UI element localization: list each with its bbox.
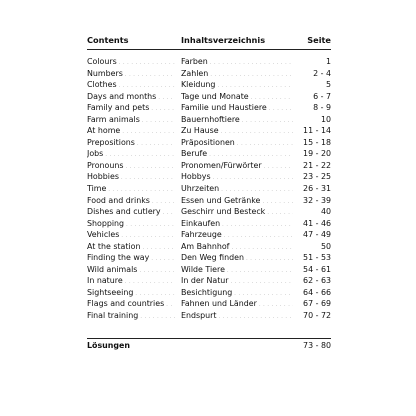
toc-entry-english: Dishes and cutlery . . . bbox=[87, 206, 175, 220]
toc-entry-german: Berufe . . . bbox=[181, 148, 293, 162]
solutions-label: Lösungen bbox=[87, 341, 130, 350]
toc-row bbox=[87, 114, 331, 126]
toc-entry-page: 32 - 39 bbox=[303, 195, 331, 205]
toc-row bbox=[87, 137, 331, 149]
toc-row bbox=[87, 102, 331, 114]
toc-entry-page: 47 - 49 bbox=[303, 230, 331, 240]
header-seite: Seite bbox=[307, 35, 331, 45]
toc-entry-english: Numbers . . . bbox=[87, 68, 175, 82]
toc-entry-german: Zahlen . . . bbox=[181, 68, 293, 82]
toc-entry-page: 6 - 7 bbox=[313, 91, 331, 101]
header-inhaltsverzeichnis: Inhaltsverzeichnis bbox=[181, 35, 266, 45]
toc-row bbox=[87, 56, 331, 68]
toc-row bbox=[87, 183, 331, 195]
toc-row bbox=[87, 252, 331, 264]
toc-entry-english: Hobbies . . . bbox=[87, 171, 175, 185]
toc-row bbox=[87, 125, 331, 137]
toc-entry-page: 11 - 14 bbox=[303, 126, 331, 136]
toc-entry-german: Präpositionen . . . bbox=[181, 137, 293, 151]
toc-entry-english: Vehicles . . . bbox=[87, 229, 175, 243]
toc-entry-page: 70 - 72 bbox=[303, 311, 331, 321]
toc-entry-page: 8 - 9 bbox=[313, 103, 331, 113]
toc-row bbox=[87, 171, 331, 183]
toc-entry-english: In nature . . . bbox=[87, 275, 175, 289]
toc-entry-page: 2 - 4 bbox=[313, 68, 331, 78]
toc-entry-page: 19 - 20 bbox=[303, 149, 331, 159]
toc-entry-german: Zu Hause . . . bbox=[181, 125, 293, 139]
footer-divider bbox=[87, 338, 331, 339]
toc-entry-german: Am Bahnhof . . . bbox=[181, 241, 293, 255]
toc-entry-page: 10 bbox=[320, 114, 331, 124]
toc-entry-english: Shopping . . . bbox=[87, 218, 175, 232]
toc-entry-english: Finding the way . . . bbox=[87, 252, 175, 266]
solutions-page: 73 - 80 bbox=[303, 341, 331, 350]
toc-entry-page: 41 - 46 bbox=[303, 218, 331, 228]
toc-entry-german: Endspurt . . . bbox=[181, 310, 293, 324]
toc-entry-german: Kleidung . . . bbox=[181, 79, 293, 93]
toc-row bbox=[87, 160, 331, 172]
toc-entry-german: Uhrzeiten . . . bbox=[181, 183, 293, 197]
toc-row bbox=[87, 275, 331, 287]
toc-entry-english: Days and months . . . bbox=[87, 91, 175, 105]
toc-entry-english: Final training . . . bbox=[87, 310, 175, 324]
toc-row bbox=[87, 241, 331, 253]
toc-entry-page: 21 - 22 bbox=[303, 160, 331, 170]
toc-entry-german: Geschirr und Besteck . . . bbox=[181, 206, 293, 220]
toc-entry-english: Clothes . . . bbox=[87, 79, 175, 93]
toc-entry-german: Farben . . . bbox=[181, 56, 293, 70]
toc-entry-english: Food and drinks . . . bbox=[87, 195, 175, 209]
toc-entry-page: 26 - 31 bbox=[303, 184, 331, 194]
toc-entry-page: 5 bbox=[325, 80, 331, 90]
toc-entry-page: 51 - 53 bbox=[303, 253, 331, 263]
toc-entry-english: Wild animals . . . bbox=[87, 264, 175, 278]
toc-entry-english: Jobs . . . bbox=[87, 148, 175, 162]
toc-row bbox=[87, 310, 331, 322]
toc-entry-german: Essen und Getränke . . . bbox=[181, 195, 293, 209]
toc-entry-english: At home . . . bbox=[87, 125, 175, 139]
toc-entry-german: Tage und Monate . . . bbox=[181, 91, 293, 105]
toc-row bbox=[87, 195, 331, 207]
header-divider bbox=[87, 49, 331, 50]
toc-row bbox=[87, 264, 331, 276]
toc-row bbox=[87, 298, 331, 310]
toc-entry-german: In der Natur . . . bbox=[181, 275, 293, 289]
toc-entry-page: 67 - 69 bbox=[303, 299, 331, 309]
toc-entry-german: Den Weg finden . . . bbox=[181, 252, 293, 266]
toc-row bbox=[87, 79, 331, 91]
toc-entry-english: Farm animals . . . bbox=[87, 114, 175, 128]
toc-entry-page: 1 bbox=[325, 57, 331, 66]
toc-entry-page: 40 bbox=[320, 207, 331, 217]
toc-entry-english: Sightseeing . . . bbox=[87, 287, 175, 301]
toc-entry-english: Family and pets . . . bbox=[87, 102, 175, 116]
toc-entry-english: Flags and countries . . . bbox=[87, 298, 175, 312]
solutions-row bbox=[87, 340, 331, 352]
toc-row bbox=[87, 68, 331, 80]
toc-entry-german: Besichtigung . . . bbox=[181, 287, 293, 301]
toc-entry-german: Familie und Haustiere . . . bbox=[181, 102, 293, 116]
toc-entry-german: Pronomen/Fürwörter . . . bbox=[181, 160, 293, 174]
toc-entry-page: 64 - 66 bbox=[303, 287, 331, 297]
toc-entry-page: 15 - 18 bbox=[303, 137, 331, 147]
toc-entry-english: Prepositions . . . bbox=[87, 137, 175, 151]
toc-entry-english: Pronouns . . . bbox=[87, 160, 175, 174]
toc-row bbox=[87, 148, 331, 160]
toc-row bbox=[87, 91, 331, 103]
toc-list bbox=[87, 56, 331, 322]
toc-row bbox=[87, 287, 331, 299]
toc-entry-german: Bauernhoftiere . . . bbox=[181, 114, 293, 128]
toc-entry-english: Colours . . . bbox=[87, 56, 175, 70]
toc-entry-german: Wilde Tiere . . . bbox=[181, 264, 293, 278]
toc-entry-english: Time . . . bbox=[87, 183, 175, 197]
toc-entry-german: Hobbys . . . bbox=[181, 171, 293, 185]
toc-row bbox=[87, 218, 331, 230]
toc-row bbox=[87, 229, 331, 241]
toc-header bbox=[87, 35, 331, 49]
toc-entry-german: Einkaufen . . . bbox=[181, 218, 293, 232]
toc-row bbox=[87, 206, 331, 218]
toc-entry-page: 50 bbox=[320, 241, 331, 251]
header-contents: Contents bbox=[87, 35, 129, 45]
toc-entry-page: 62 - 63 bbox=[303, 276, 331, 286]
toc-entry-page: 54 - 61 bbox=[303, 264, 331, 274]
toc-entry-english: At the station . . . bbox=[87, 241, 175, 255]
toc-entry-german: Fahrzeuge . . . bbox=[181, 229, 293, 243]
toc-entry-german: Fahnen und Länder . . . bbox=[181, 298, 293, 312]
toc-entry-page: 23 - 25 bbox=[303, 172, 331, 182]
